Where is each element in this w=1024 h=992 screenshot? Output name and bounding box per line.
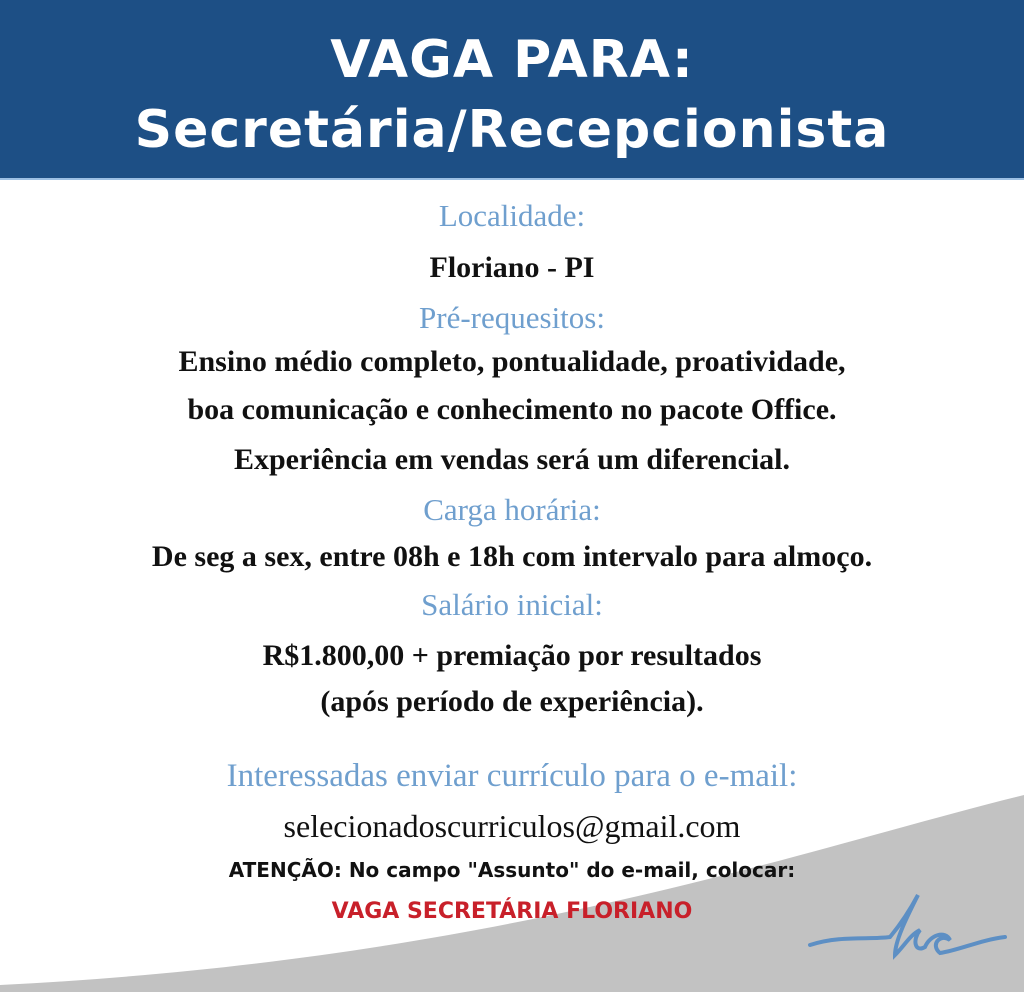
email-subject: VAGA SECRETÁRIA FLORIANO [331, 899, 693, 924]
salary-line: (após período de experiência). [320, 685, 704, 718]
contact-email[interactable]: selecionadoscurriculos@gmail.com [283, 808, 741, 844]
location-label: Localidade: [438, 198, 586, 233]
header-banner [0, 0, 1024, 180]
requirements-label: Pré-requesitos: [419, 300, 605, 335]
contact-label: Interessadas enviar currículo para o e-mail: [226, 758, 798, 794]
requirements-line: Experiência em vendas será um diferencial. [233, 443, 791, 476]
schedule-value: De seg a sex, entre 08h e 18h com intervalo para almoço. [151, 540, 873, 573]
contact-note: ATENÇÃO: No campo "Assunto" do e-mail, colocar: [228, 858, 796, 882]
header-title-line2: Secretária/Recepcionista [134, 100, 890, 160]
header-title-line1: VAGA PARA: [330, 30, 694, 90]
requirements-line: Ensino médio completo, pontualidade, proatividade, [178, 345, 846, 378]
dc-signature-logo [800, 885, 1020, 975]
salary-line: R$1.800,00 + premiação por resultados [262, 639, 762, 672]
schedule-label: Carga horária: [423, 492, 601, 527]
requirements-line: boa comunicação e conhecimento no pacote Office. [187, 393, 837, 426]
location-value: Floriano - PI [429, 251, 595, 284]
salary-label: Salário inicial: [421, 587, 603, 622]
